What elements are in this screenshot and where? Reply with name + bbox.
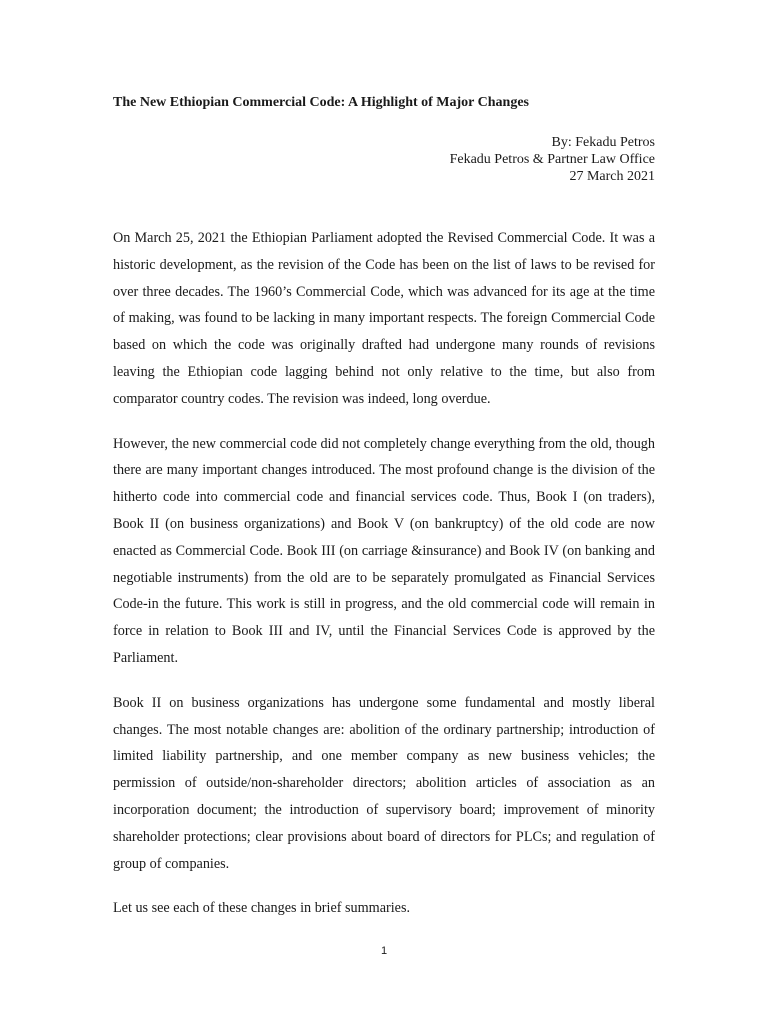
byline-date: 27 March 2021 (569, 169, 655, 184)
paragraph-4: Let us see each of these changes in brief summaries. (113, 900, 411, 917)
paragraph-3: Book II on business organizations has undergone some fundamental and mostly liberal changes. The most notable changes are: abolition of the ordinary partnership; introduction of limited liability partnership, and one member company as new business vehicles; the permission of outside/non-shareholder directors; abolition articles of association as an incorporation document; the introduction of supervisory board; improvement of minority shareholder protections; clear provisions about board of directors for PLCs; and regulation of group of companies. (113, 694, 655, 872)
paragraph-2: However, the new commercial code did not completely change everything from the old, though there are many important changes introduced. The most profound change is the division of the hitherto code into commercial code and financial services code. Thus, Book I (on traders), Book II (on business organizations) and Book V (on bankruptcy) of the old code are now enacted as Commercial Code. Book III (on carriage &insurance) and Book IV (on banking and negotiable instruments) from the old are to be separately promulgated as Financial Services Code-in the future. This work is still in progress, and the old commercial code will remain in force in relation to Book III and IV, until the Financial Services Code is approved by the Parliament. (113, 435, 655, 666)
paragraph-1: On March 25, 2021 the Ethiopian Parliament adopted the Revised Commercial Code. It was a historic development, as the revision of the Code has been on the list of laws to be revised for over three decades. The 1960’s Commercial Code, which was advanced for its age at the time of making, was found to be lacking in many important respects. The foreign Commercial Code based on which the code was originally drafted had undergone many rounds of revisions leaving the Ethiopian code lagging behind not only relative to the time, but also from comparator country codes. The revision was indeed, long overdue. (113, 230, 655, 407)
byline-office: Fekadu Petros & Partner Law Office (449, 152, 655, 167)
byline (113, 134, 655, 185)
document-title: The New Ethiopian Commercial Code: A Highlight of Major Changes (113, 95, 529, 110)
page-number: 1 (380, 945, 388, 957)
body-text (113, 225, 655, 922)
byline-author: By: Fekadu Petros (551, 135, 655, 150)
